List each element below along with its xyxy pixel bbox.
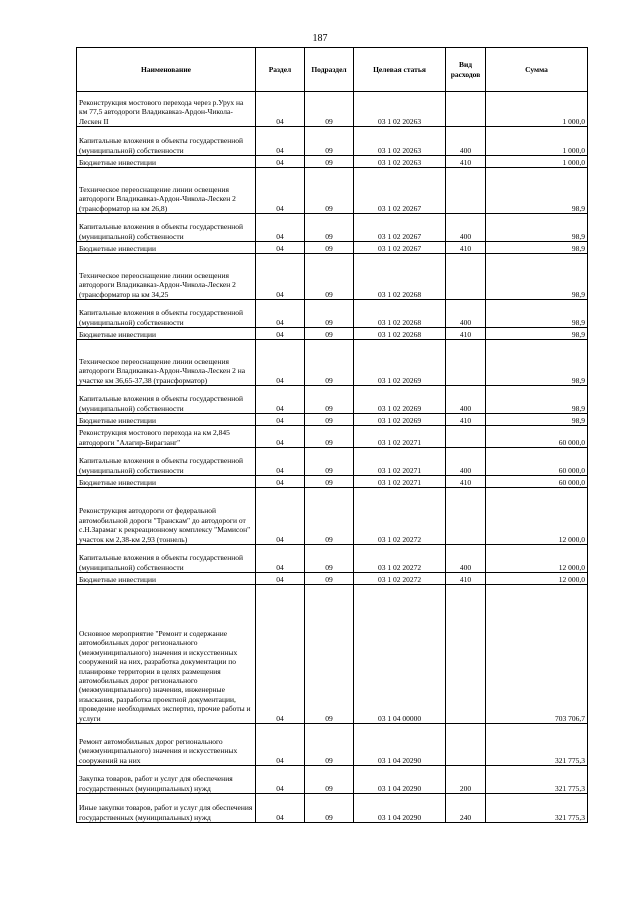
- header-summa: Сумма: [486, 48, 588, 92]
- table-row: [77, 573, 588, 585]
- row-name: Техническое переоснащение линии освещения автодороги Владикавказ-Ардон-Чикола-Лескен 2 (трансформатор на км 26,8): [77, 168, 256, 214]
- row-podrazdel: 09: [305, 448, 354, 476]
- table-row: [77, 766, 588, 794]
- row-statya: 03 1 02 20268: [354, 254, 446, 300]
- row-vid: [446, 168, 486, 214]
- table-row: [77, 300, 588, 328]
- row-podrazdel: 09: [305, 794, 354, 823]
- row-summa: 98,9: [486, 214, 588, 242]
- row-summa: 98,9: [486, 386, 588, 414]
- row-razdel: 04: [256, 573, 305, 585]
- row-vid: 410: [446, 573, 486, 585]
- row-vid: 400: [446, 300, 486, 328]
- table-row: [77, 328, 588, 340]
- row-podrazdel: 09: [305, 214, 354, 242]
- row-name: Бюджетные инвестиции: [77, 573, 256, 585]
- row-podrazdel: 09: [305, 92, 354, 127]
- row-name: Основное мероприятие "Ремонт и содержание автомобильных дорог регионального (межмуниципального) значения и искусственных сооружений на них, разработка документации по планировке территории в целях размещения автомобильных дорог регионального (межмуниципального) значения, инженерные изыскания, разработка проектной документации, проведение необходимых экспертиз, прочие работы и услуги: [77, 585, 256, 724]
- row-podrazdel: 09: [305, 426, 354, 448]
- row-statya: 03 1 02 20271: [354, 476, 446, 488]
- row-summa: 98,9: [486, 300, 588, 328]
- row-statya: 03 1 02 20272: [354, 488, 446, 545]
- table-row: [77, 386, 588, 414]
- row-summa: 12 000,0: [486, 488, 588, 545]
- row-vid: 400: [446, 386, 486, 414]
- row-razdel: 04: [256, 127, 305, 156]
- header-vid: Вид расходов: [446, 48, 486, 92]
- row-summa: 321 775,3: [486, 794, 588, 823]
- row-summa: 321 775,3: [486, 766, 588, 794]
- row-name: Иные закупки товаров, работ и услуг для обеспечения государственных (муниципальных) нужд: [77, 794, 256, 823]
- row-razdel: 04: [256, 766, 305, 794]
- header-name: Наименование: [77, 48, 256, 92]
- row-statya: 03 1 02 20263: [354, 127, 446, 156]
- row-podrazdel: 09: [305, 766, 354, 794]
- row-name: Реконструкция мостового перехода на км 2,845 автодороги "Алагир-Бирагзанг": [77, 426, 256, 448]
- table-row: [77, 242, 588, 254]
- row-podrazdel: 09: [305, 254, 354, 300]
- table-row: [77, 724, 588, 766]
- row-podrazdel: 09: [305, 242, 354, 254]
- row-name: Бюджетные инвестиции: [77, 242, 256, 254]
- row-name: Ремонт автомобильных дорог регионального (межмуниципального) значения и искусственных сооружений на них: [77, 724, 256, 766]
- row-summa: 1 000,0: [486, 156, 588, 168]
- table-row: [77, 476, 588, 488]
- row-razdel: 04: [256, 414, 305, 426]
- row-razdel: 04: [256, 168, 305, 214]
- table-row: [77, 156, 588, 168]
- row-summa: 98,9: [486, 254, 588, 300]
- row-vid: [446, 585, 486, 724]
- row-vid: 400: [446, 127, 486, 156]
- row-statya: 03 1 02 20271: [354, 426, 446, 448]
- budget-table: [76, 47, 588, 823]
- row-statya: 03 1 02 20267: [354, 168, 446, 214]
- header-podrazdel: Подраздел: [305, 48, 354, 92]
- row-summa: 321 775,3: [486, 724, 588, 766]
- row-name: Капитальные вложения в объекты государственной (муниципальной) собственности: [77, 300, 256, 328]
- table-row: [77, 414, 588, 426]
- row-summa: 98,9: [486, 242, 588, 254]
- row-podrazdel: 09: [305, 414, 354, 426]
- row-podrazdel: 09: [305, 328, 354, 340]
- row-razdel: 04: [256, 242, 305, 254]
- row-vid: [446, 724, 486, 766]
- row-name: Капитальные вложения в объекты государственной (муниципальной) собственности: [77, 545, 256, 573]
- row-podrazdel: 09: [305, 156, 354, 168]
- table-row: [77, 585, 588, 724]
- row-statya: 03 1 04 00000: [354, 585, 446, 724]
- header-statya: Целевая статья: [354, 48, 446, 92]
- row-vid: 410: [446, 414, 486, 426]
- row-summa: 1 000,0: [486, 127, 588, 156]
- row-name: Бюджетные инвестиции: [77, 156, 256, 168]
- row-podrazdel: 09: [305, 168, 354, 214]
- row-razdel: 04: [256, 448, 305, 476]
- row-podrazdel: 09: [305, 300, 354, 328]
- row-vid: [446, 426, 486, 448]
- row-statya: 03 1 02 20267: [354, 242, 446, 254]
- row-podrazdel: 09: [305, 573, 354, 585]
- row-vid: 200: [446, 766, 486, 794]
- row-razdel: 04: [256, 156, 305, 168]
- row-name: Реконструкция мостового перехода через р.Урух на км 77,5 автодороги Владикавказ-Ардон-Чикола-Лескен II: [77, 92, 256, 127]
- table-row: [77, 448, 588, 476]
- row-podrazdel: 09: [305, 476, 354, 488]
- table-row: [77, 214, 588, 242]
- row-statya: 03 1 04 20290: [354, 794, 446, 823]
- row-razdel: 04: [256, 476, 305, 488]
- row-statya: 03 1 02 20263: [354, 156, 446, 168]
- row-statya: 03 1 02 20272: [354, 545, 446, 573]
- row-summa: 703 706,7: [486, 585, 588, 724]
- row-razdel: 04: [256, 585, 305, 724]
- row-summa: 1 000,0: [486, 92, 588, 127]
- row-summa: 98,9: [486, 328, 588, 340]
- row-statya: 03 1 02 20269: [354, 414, 446, 426]
- row-vid: [446, 488, 486, 545]
- row-vid: 410: [446, 156, 486, 168]
- row-razdel: 04: [256, 254, 305, 300]
- row-vid: 410: [446, 328, 486, 340]
- row-statya: 03 1 02 20263: [354, 92, 446, 127]
- row-vid: 410: [446, 476, 486, 488]
- row-razdel: 04: [256, 426, 305, 448]
- row-summa: 98,9: [486, 340, 588, 386]
- row-statya: 03 1 02 20269: [354, 340, 446, 386]
- table-header-row: [77, 48, 588, 92]
- row-vid: 400: [446, 545, 486, 573]
- row-name: Капитальные вложения в объекты государственной (муниципальной) собственности: [77, 448, 256, 476]
- row-vid: [446, 254, 486, 300]
- page-number: 187: [312, 33, 328, 44]
- row-razdel: 04: [256, 214, 305, 242]
- row-summa: 60 000,0: [486, 476, 588, 488]
- row-razdel: 04: [256, 340, 305, 386]
- row-vid: 400: [446, 214, 486, 242]
- row-razdel: 04: [256, 724, 305, 766]
- table-row: [77, 426, 588, 448]
- table-row: [77, 488, 588, 545]
- header-razdel: Раздел: [256, 48, 305, 92]
- row-razdel: 04: [256, 386, 305, 414]
- row-name: Капитальные вложения в объекты государственной (муниципальной) собственности: [77, 386, 256, 414]
- row-name: Закупка товаров, работ и услуг для обеспечения государственных (муниципальных) нужд: [77, 766, 256, 794]
- row-vid: 410: [446, 242, 486, 254]
- row-razdel: 04: [256, 794, 305, 823]
- row-podrazdel: 09: [305, 724, 354, 766]
- row-summa: 98,9: [486, 414, 588, 426]
- row-razdel: 04: [256, 488, 305, 545]
- row-podrazdel: 09: [305, 488, 354, 545]
- table-row: [77, 794, 588, 823]
- row-statya: 03 1 02 20268: [354, 300, 446, 328]
- row-statya: 03 1 04 20290: [354, 724, 446, 766]
- row-podrazdel: 09: [305, 127, 354, 156]
- row-podrazdel: 09: [305, 585, 354, 724]
- row-statya: 03 1 02 20267: [354, 214, 446, 242]
- row-name: Техническое переоснащение линии освещения автодороги Владикавказ-Ардон-Чикола-Лескен 2 (трансформатор на км 34,25: [77, 254, 256, 300]
- row-name: Капитальные вложения в объекты государственной (муниципальной) собственности: [77, 127, 256, 156]
- row-vid: [446, 92, 486, 127]
- row-summa: 12 000,0: [486, 573, 588, 585]
- row-name: Бюджетные инвестиции: [77, 414, 256, 426]
- row-statya: 03 1 02 20271: [354, 448, 446, 476]
- row-name: Бюджетные инвестиции: [77, 476, 256, 488]
- row-razdel: 04: [256, 92, 305, 127]
- row-podrazdel: 09: [305, 386, 354, 414]
- table-row: [77, 168, 588, 214]
- row-statya: 03 1 02 20268: [354, 328, 446, 340]
- table-row: [77, 127, 588, 156]
- row-statya: 03 1 02 20269: [354, 386, 446, 414]
- table-row: [77, 92, 588, 127]
- row-summa: 60 000,0: [486, 448, 588, 476]
- row-podrazdel: 09: [305, 545, 354, 573]
- row-summa: 60 000,0: [486, 426, 588, 448]
- row-vid: 240: [446, 794, 486, 823]
- table-row: [77, 254, 588, 300]
- row-statya: 03 1 04 20290: [354, 766, 446, 794]
- row-summa: 12 000,0: [486, 545, 588, 573]
- row-razdel: 04: [256, 300, 305, 328]
- row-vid: 400: [446, 448, 486, 476]
- row-name: Реконструкция автодороги от федеральной автомобильной дороги "Транскам" до автодороги от с.Н.Зарамаг к рекреационному комплексу "Мамисон" участок км 2,38-км 2,93 (тоннель): [77, 488, 256, 545]
- row-name: Техническое переоснащение линии освещения автодороги Владикавказ-Ардон-Чикола-Лескен 2 на участке км 36,65-37,38 (трансформатор): [77, 340, 256, 386]
- row-razdel: 04: [256, 328, 305, 340]
- table-row: [77, 545, 588, 573]
- table-row: [77, 340, 588, 386]
- row-razdel: 04: [256, 545, 305, 573]
- row-statya: 03 1 02 20272: [354, 573, 446, 585]
- row-vid: [446, 340, 486, 386]
- row-summa: 98,9: [486, 168, 588, 214]
- row-podrazdel: 09: [305, 340, 354, 386]
- row-name: Бюджетные инвестиции: [77, 328, 256, 340]
- row-name: Капитальные вложения в объекты государственной (муниципальной) собственности: [77, 214, 256, 242]
- table-body: [77, 92, 588, 823]
